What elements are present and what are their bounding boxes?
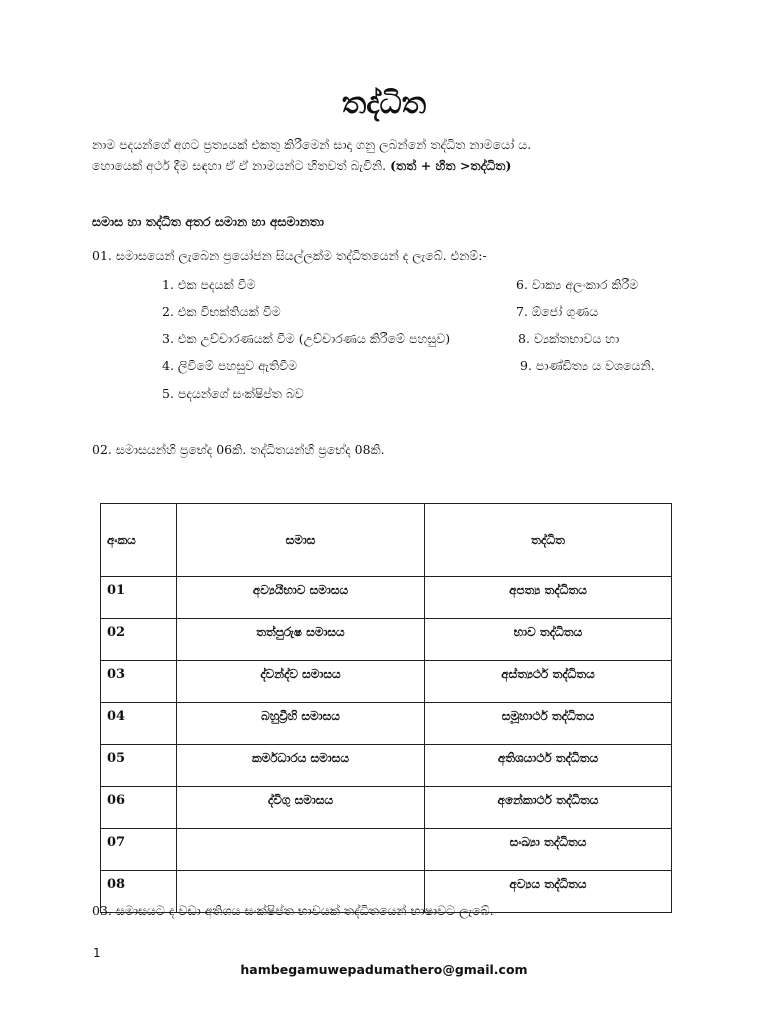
taddhita-cell: සංඛ්‍යා තද්ධිතය	[425, 829, 672, 871]
row-number: 01	[101, 577, 177, 619]
samasa-cell	[177, 829, 425, 871]
table-row	[101, 619, 672, 661]
header-number: අංකය	[101, 504, 177, 577]
row-number: 02	[101, 619, 177, 661]
row-number: 04	[101, 703, 177, 745]
point-02: 02. සමාසයන්හි ප්‍රභේද 06කි. තද්ධිතයන්හි ප්‍රභේද 08කි.	[92, 442, 385, 457]
samasa-cell: තත්පුරුෂ සමාසය	[177, 619, 425, 661]
list-item-right: 9. පාණ්ඩිත්‍ය ය වශයෙනි.	[520, 358, 655, 373]
table-header-row	[101, 504, 672, 577]
samasa-cell: කර්මධාරය සමාසය	[177, 745, 425, 787]
row-number: 07	[101, 829, 177, 871]
samasa-cell: ද්වන්ද්ව සමාසය	[177, 661, 425, 703]
intro-etymology: (තත් + හිත >තද්ධිත)	[390, 158, 512, 173]
intro-line-1: නාම පදයන්ගේ අගට ප්‍රත්‍යයක් එකතු කිරීමෙන් සාදා ගනු ලබන්නේ තද්ධිත නාමයෝ ය.	[92, 137, 532, 152]
comparison-table	[100, 503, 672, 913]
page-number: 1	[93, 946, 101, 960]
taddhita-cell: අතිශයාර්ථ තද්ධිතය	[425, 745, 672, 787]
list-item-left: 3. එක උච්චාරණයක් වීම (උච්චාරණය කිරීමේ පහසුව)	[162, 331, 451, 346]
intro-line-2	[92, 158, 511, 174]
list-item-right: 8. ව්‍යක්තභාවය හා	[518, 331, 620, 346]
point-03: 03. සමාසයට ද වඩා අතිශය සංක්ෂිප්ත භාවයක් තද්ධිතයෙන් භාෂාවට ලැබේ.	[92, 903, 494, 918]
header-samasa: සමාස	[177, 504, 425, 577]
taddhita-cell: අස්ත්‍යර්ථ තද්ධිතය	[425, 661, 672, 703]
samasa-cell: අව්‍යයීභාව සමාසය	[177, 577, 425, 619]
samasa-cell: බහුව්‍රීහි සමාසය	[177, 703, 425, 745]
list-item-left: 5. පදයන්ගේ සංක්ෂිප්ත බව	[162, 386, 304, 401]
header-taddhita: තද්ධිත	[425, 504, 672, 577]
table-row	[101, 787, 672, 829]
row-number: 03	[101, 661, 177, 703]
list-item-left: 1. එක පදයක් වීම	[162, 277, 256, 292]
taddhita-cell: අනේකාර්ථ තද්ධිතය	[425, 787, 672, 829]
list-item-left: 4. ලිවීමේ පහසුව ඇතිවීම	[162, 358, 298, 373]
row-number: 08	[101, 871, 177, 913]
page-title: තද්ධිත	[341, 86, 427, 121]
table-row	[101, 577, 672, 619]
taddhita-cell: අපත්‍ය තද්ධිතය	[425, 577, 672, 619]
table-row	[101, 661, 672, 703]
section-subheading: සමාස හා තද්ධිත අතර සමාන හා අසමානතා	[92, 214, 325, 229]
list-item-right: 6. වාක්‍ය අලංකාර කිරීම	[516, 277, 639, 292]
row-number: 06	[101, 787, 177, 829]
list-item-left: 2. එක විභක්තියක් වීම	[162, 304, 281, 319]
footer-email: hambegamuwepadumathero@gmail.com	[240, 962, 528, 977]
point-01: 01. සමාසයෙන් ලැබෙන ප්‍රයෝජන සියල්ලක්ම තද්ධිතයෙන් ද ලැබේ. එනම්:-	[92, 248, 487, 263]
table-row	[101, 745, 672, 787]
samasa-cell: ද්විගු සමාසය	[177, 787, 425, 829]
taddhita-cell: භාව තද්ධිතය	[425, 619, 672, 661]
table-row	[101, 829, 672, 871]
table-row	[101, 703, 672, 745]
taddhita-cell: සමූහාර්ථ තද්ධිතය	[425, 703, 672, 745]
row-number: 05	[101, 745, 177, 787]
intro-line-2-text: හොයෙක් අර්ථ දීම සඳහා ඒ ඒ නාමයන්ට හිතවත් බැවිනි.	[92, 158, 387, 173]
taddhita-cell: අව්‍යය තද්ධිතය	[425, 871, 672, 913]
list-item-right: 7. ඕජෝ ගුණය	[516, 304, 599, 319]
